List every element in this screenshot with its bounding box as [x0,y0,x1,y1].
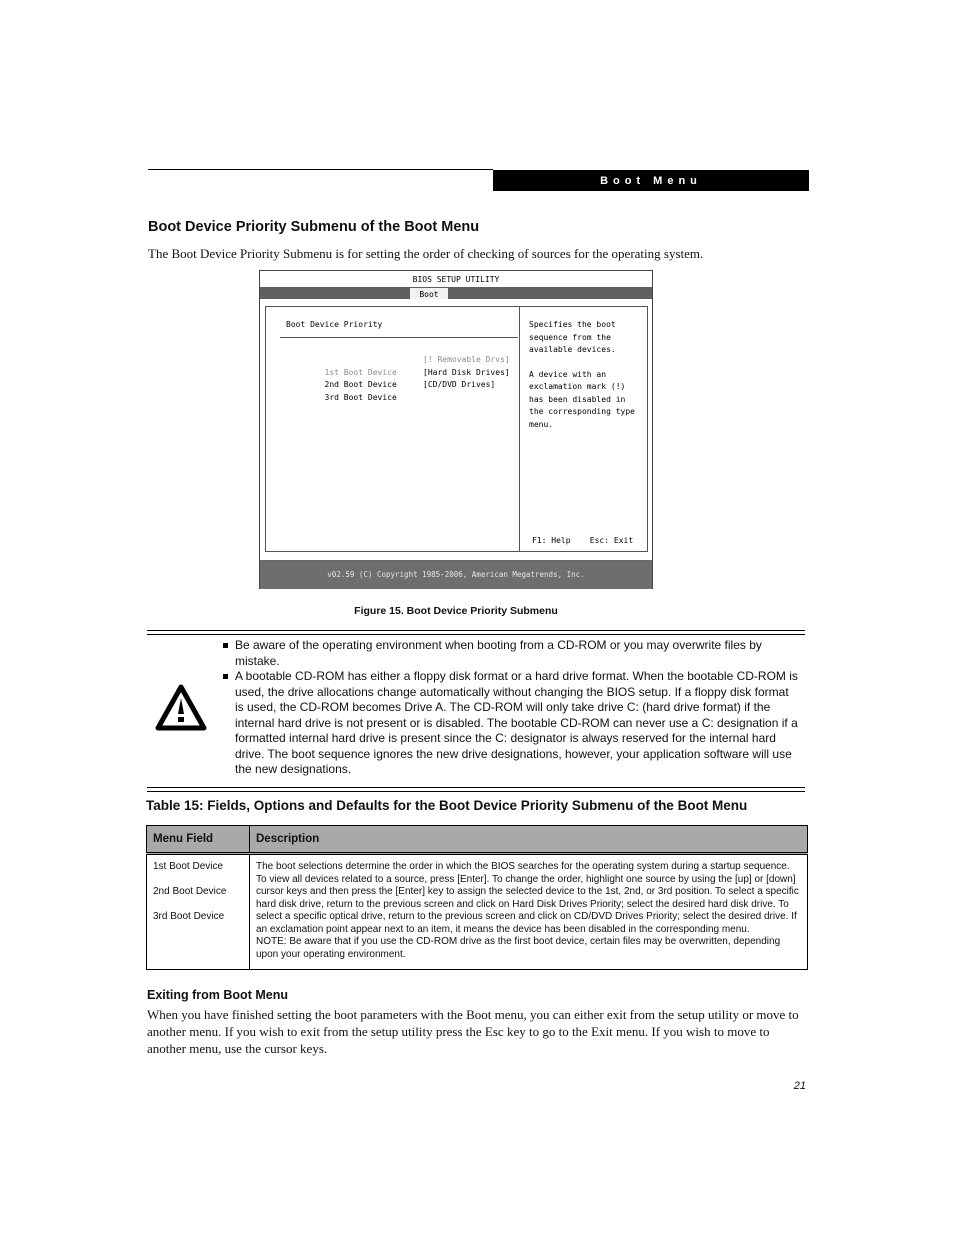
bios-help-line: A device with an [529,369,607,379]
table-header-description: Description [250,826,808,854]
bios-row-label: 2nd Boot Device [324,380,397,389]
intro-text: The Boot Device Priority Submenu is for setting the order of checking of sources for the operating system. [148,246,704,261]
bios-help-line: available devices. [529,345,616,354]
header-tab: Boot Menu [493,170,809,191]
caution-triangle-icon [155,684,207,732]
bios-row-label: 3rd Boot Device [324,392,397,402]
bios-frame [265,306,648,552]
bios-help-line: the corresponding type [529,407,635,416]
exit-section-title: Exiting from Boot Menu [147,988,288,1002]
section-title: Boot Device Priority Submenu of the Boot Menu [148,219,480,235]
table-header-row [147,826,808,854]
page-number: 21 [793,1080,806,1092]
bios-row-value: [! Removable Drvs] [423,355,510,364]
figure-caption: Figure 15. Boot Device Priority Submenu [354,605,558,617]
bios-footer: v02.59 (C) Copyright 1985-2006, American Megatrends, Inc. [260,561,652,589]
bios-help-line: Specifies the boot [529,320,616,329]
bios-key-hints: F1: Help Esc: Exit [532,536,634,545]
table-cell-description [250,854,808,970]
caution-bottom-rule [147,787,805,792]
bios-help-line: menu. [529,419,554,429]
fields-table [146,825,808,970]
caution-item: A bootable CD-ROM has either a floppy disk format or a hard drive format. When the bootable CD-ROM is used, the drive allocations change automatically without changing the BIOS setup. If a floppy disk format is used, the CD-ROM becomes Drive A. The CD-ROM will only take drive C: (hard drive format) if the internal hard drive is not present or is disabled. The bootable CD-ROM can never use a C: designation if a formatted internal hard drive is present since the C: designator is always reserved for the internal hard drive. The boot sequence ignores the new drive designations, however, your application software will use the new designations. [222,669,800,778]
bios-help-line: sequence from the [529,332,611,342]
bios-help-panel [529,319,645,431]
bios-heading-rule [280,337,518,338]
bios-title: BIOS SETUP UTILITY [412,275,500,284]
exit-section-text: When you have finished setting the boot parameters with the Boot menu, you can either exit from the setup utility or move to another menu. If you wish to exit from the setup utility press the Esc key to go to the Exit menu. If you wish to move to another menu, use the cursor keys. [147,1007,799,1056]
bios-row-value: [Hard Disk Drives] [423,367,510,377]
description-note: NOTE: Be aware that if you use the CD-ROM drive as the first boot device, certain files may be overwritten, depending upon your operating environment. [256,936,781,960]
table-cell-fields [147,854,250,970]
bios-help-line: has been disabled in [529,394,626,404]
caution-list [222,638,800,778]
bios-body [260,299,652,561]
bios-tab-boot[interactable]: Boot [410,288,448,301]
caution-top-rule [147,630,805,635]
bios-heading: Boot Device Priority [286,320,383,329]
field-1st-boot-device: 1st Boot Device [153,861,224,872]
caution-item: Be aware of the operating environment when booting from a CD-ROM or you may overwrite files by mistake. [222,638,800,669]
bios-row-label: 1st Boot Device [324,367,397,377]
bios-screenshot [259,270,653,589]
bios-row-value: [CD/DVD Drives] [423,380,496,389]
table-title: Table 15: Fields, Options and Defaults for the Boot Device Priority Submenu of the Boot Menu [146,798,748,813]
bios-divider [519,307,520,551]
field-3rd-boot-device: 3rd Boot Device [153,911,225,922]
bios-help-line: exclamation mark (!) [529,382,626,391]
description-text: The boot selections determine the order in which the BIOS searches for the operating system during a startup sequence. To view all devices related to a source, press [Enter]. To change the order, highlight one source by using the [up] or [down] cursor keys and then press the [Enter] key to assign the selected device to the 1st, 2nd, or 3rd position. To select a specific hard disk drive, return to the previous screen and click on Hard Disk Drives Priority; select the desired hard disk drive. To select a specific optical drive, return to the previous screen and click on CD/DVD Drives Priority; select the desired drive. If an exclamation point appear next to an item, it means the device has been disabled in the corresponding menu. [256,861,799,935]
header-rule [148,169,493,170]
field-2nd-boot-device: 2nd Boot Device [153,886,227,897]
table-row [147,854,808,970]
table-header-menu-field: Menu Field [147,826,250,854]
bios-menubar [260,287,652,299]
bios-row-3rd-boot-device[interactable] [286,379,516,402]
